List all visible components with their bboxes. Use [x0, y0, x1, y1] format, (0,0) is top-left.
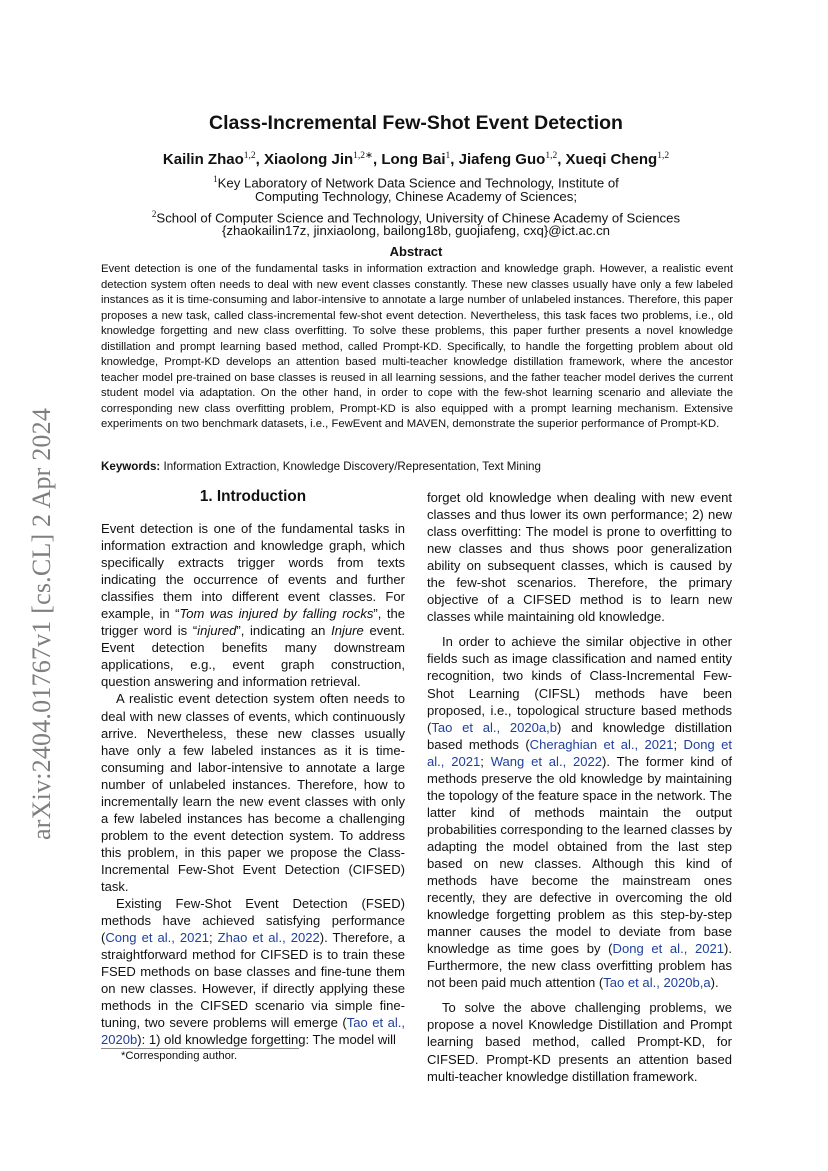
section-heading-introduction: 1. Introduction [199, 488, 307, 505]
author-list: Kailin Zhao$^{1,2}$, Xiaolong Jin$^{1,2∗}$, Long Bai$^1$, Jiafeng Guo$^{1,2}$, Xueqi Cheng$^{1,2}$ [162, 151, 670, 168]
abstract-heading: Abstract [389, 244, 443, 259]
author-name: Xueqi Cheng [565, 151, 658, 168]
body-text: ”, the trigger word is “ [101, 606, 405, 639]
body-text: Event detection is one of the fundamental tasks in information extraction and knowledge graph, which specifically extracts trigger words from texts indicating the occurrence of events and further classifies them into different event classes. For example, in “ [101, 521, 405, 622]
author-affiliation-mark: 1,2 [657, 151, 670, 161]
author-emails: {zhaokailin17z, jinxiaolong, bailong18b, guojiafeng, cxq}@ict.ac.cn [221, 223, 611, 238]
author-name: Kailin Zhao [162, 151, 244, 168]
emphasis-text: Tom was injured by falling rocks [179, 606, 374, 622]
author-name: Long Bai [381, 151, 446, 168]
keywords-line [101, 460, 733, 473]
author-affiliation-mark: 1,2 [545, 151, 558, 161]
citation-link[interactable]: Cong et al., 2021 [105, 930, 209, 946]
paragraph [427, 489, 732, 625]
body-text: ) and knowledge distillation based methods ( [427, 719, 732, 752]
citation-link[interactable]: Cheraghian et al., 2021 [529, 736, 674, 752]
abstract-body: Event detection is one of the fundamental tasks in information extraction and knowledge graph. However, a realistic event detection system often needs to deal with new event classes constantly. These new classes usually have only a few labeled instances as it is time-consuming and labor-intensive to annotate a large number of unlabeled instances. Therefore, this paper proposes a new task, called class-incremental few-shot event detection. Nevertheless, this task faces two problems, i.e., old knowledge forgetting and new class overfitting. To solve these problems, this paper further presents a novel knowledge distillation and prompt learning based method, called Prompt-KD. Specifically, to handle the forgetting problem about old knowledge, Prompt-KD develops an attention based multi-teacher knowledge distillation framework, where the ancestor teacher model pre-trained on base classes is reused in all learning sessions, and the father teacher model derives the current student model via adaptation. On the other hand, in order to cope with the few-shot learning scenario and alleviate the corresponding new class overfitting problem, Prompt-KD is also equipped with a prompt learning mechanism. Extensive experiments on two benchmark datasets, i.e., FewEvent and MAVEN, demonstrate the superior performance of Prompt-KD. [101, 263, 733, 430]
paragraph [101, 520, 405, 690]
body-text: event. Event detection benefits many downstream applications, e.g., event graph construction, question answering and information retrieval. [101, 623, 405, 690]
author-affiliation-mark: 1,2∗ [353, 151, 374, 161]
right-column [427, 489, 732, 1085]
affiliation-text: Key Laboratory of Network Data Science and Technology, Institute of [217, 175, 619, 191]
author-name: Xiaolong Jin [263, 151, 354, 168]
paragraph [427, 999, 732, 1084]
paragraph [101, 895, 405, 1048]
citation-link[interactable]: Dong et al., 2021 [612, 941, 725, 957]
body-text: ; [673, 736, 684, 752]
author-name: Jiafeng Guo [458, 151, 546, 168]
body-text: ). The former kind of methods preserve the old knowledge by maintaining the topology of the feature space in the network. The latter kind of methods maintain the output probabilities corresponding to the learned classes by adapting the model obtained from the last step based on new classes. Although this kind of methods have become the mainstream ones recently, they are defective in overcoming the old knowledge forgetting problem as this step-by-step manner causes the model to deviate from base knowledge as time goes by ( [427, 753, 732, 957]
author-affiliation-mark: 1 [445, 151, 451, 161]
emphasis-text: injured [197, 623, 237, 639]
body-text: Existing Few-Shot Event Detection (FSED) methods have achieved satisfying performance ( [101, 896, 405, 946]
keywords-text: Information Extraction, Knowledge Discovery/Representation, Text Mining [160, 460, 541, 473]
keywords-label: Keywords: [101, 460, 161, 473]
paragraph [101, 690, 405, 895]
body-text: ). Furthermore, the new class overfitting problem has not been paid much attention ( [427, 941, 732, 991]
body-text: ; [480, 753, 491, 769]
body-text: ”, indicating an [236, 623, 332, 639]
affiliation-mark: 2 [151, 209, 157, 219]
citation-link[interactable]: Wang et al., 2022 [490, 753, 603, 769]
affiliation-1-line-2: Computing Technology, Chinese Academy of Sciences; [254, 189, 578, 204]
left-column [101, 488, 405, 1048]
body-text: ): 1) old knowledge forgetting: The model will [137, 1032, 396, 1048]
body-text: In order to achieve the similar objective in other fields such as image classification and named entity recognition, two kinds of Class-Incremental Few-Shot Learning (CIFSL) methods have been proposed, i.e., topological structure based methods ( [427, 634, 732, 735]
body-text: forget old knowledge when dealing with new event classes and thus lower its own performance; 2) new class overfitting: The model is prone to overfitting to new classes and thus shows poor generalization ability on subsequent classes, which is caused by the few-shot scenarios. Therefore, the primary objective of a CIFSED method is to learn new classes while maintaining old knowledge. [427, 490, 732, 625]
affiliation-mark: 1 [213, 174, 218, 184]
paper-title: Class-Incremental Few-Shot Event Detection [209, 112, 623, 134]
body-text: ). Therefore, a straightforward method for CIFSED is to train these FSED methods on base classes and fine-tune them on new classes. However, if directly applying these methods in the CIFSED scenario via simple fine-tuning, two severe problems will emerge ( [101, 930, 405, 1031]
body-text: ; [208, 930, 218, 946]
footnote-divider [101, 1048, 299, 1049]
citation-link[interactable]: Tao et al., 2020b,a [603, 975, 711, 991]
emphasis-text: Injure [331, 623, 364, 639]
citation-link[interactable]: Tao et al., 2020a,b [431, 719, 558, 735]
paragraph [427, 633, 732, 991]
citation-link[interactable]: Dong et al., 2021 [427, 736, 732, 769]
arxiv-identifier-stamp: arXiv:2404.01767v1 [cs.CL] 2 Apr 2024 [27, 407, 56, 840]
body-text: A realistic event detection system often needs to deal with new classes of events, which continuously arrive. Nevertheless, these new classes usually have only a few labeled instances as it is time-consuming and labor-intensive to annotate a large number of unlabeled instances. Therefore, how to incrementally learn the new event classes with only a few labeled instances has become a challenging problem to the event detection system. To address this problem, in this paper we propose the Class-Incremental Few-Shot Event Detection (CIFSED) task. [101, 691, 405, 894]
body-text: ). [710, 975, 719, 991]
citation-link[interactable]: Zhao et al., 2022 [217, 930, 320, 946]
citation-link[interactable]: Tao et al., 2020b [101, 1015, 405, 1048]
body-text: To solve the above challenging problems, we propose a novel Knowledge Distillation and Prompt learning based method, called Prompt-KD, for CIFSED. Prompt-KD presents an attention based multi-teacher knowledge distillation framework. [427, 1000, 732, 1084]
affiliation-text: School of Computer Science and Technology, University of Chinese Academy of Sciences [156, 210, 681, 226]
author-affiliation-mark: 1,2 [243, 151, 256, 161]
footnote-corresponding-author: *Corresponding author. [121, 1050, 238, 1062]
